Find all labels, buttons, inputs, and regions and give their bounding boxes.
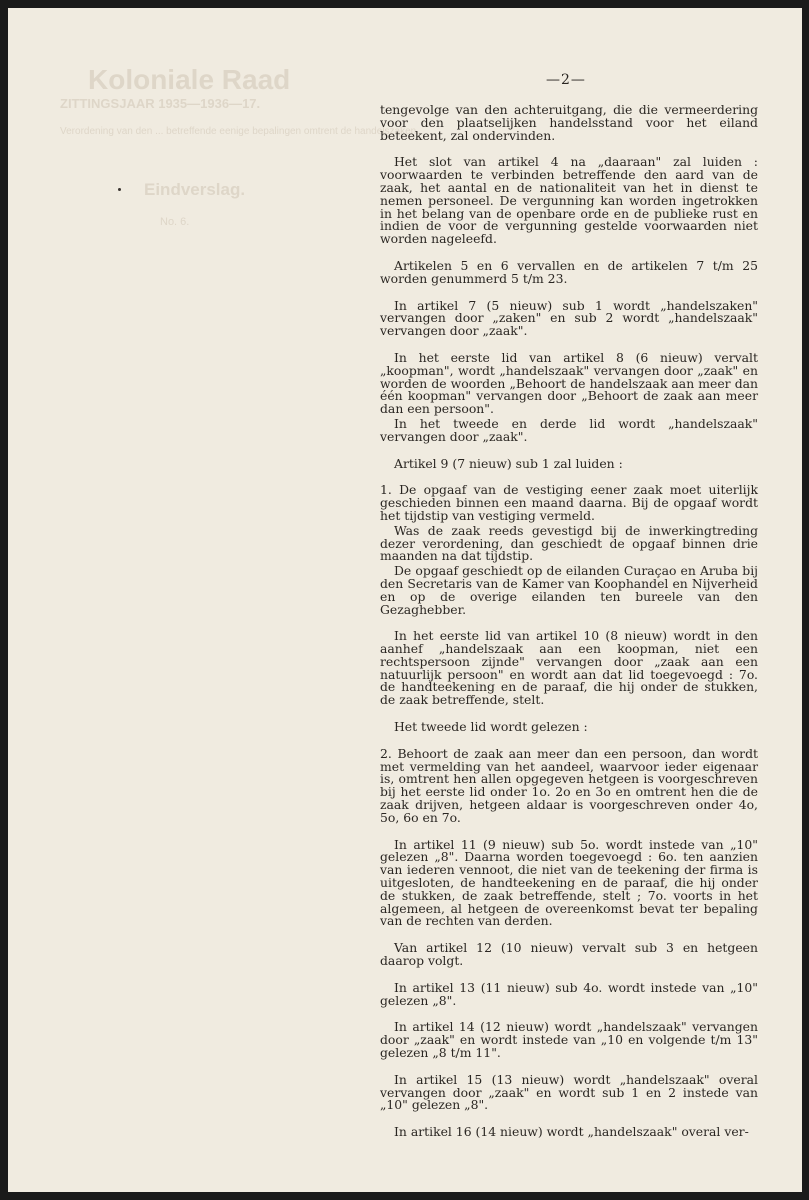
show-through-session: ZITTINGSJAAR 1935—1936—17. [60,96,261,111]
paragraph: Het slot van artikel 4 na „daaraan" zal luiden : voorwaarden te verbinden betreffende den aard van de zaak, het aantal en de nationaliteit van het in dienst te nemen personeel. De vergunning kan worden ingetrokken in het belang van de openbare orde en de publieke rust en indien de voor de vergunning gestelde voorwaarden niet worden nageleefd. [380,154,758,247]
paragraph: In artikel 16 (14 nieuw) wordt „handelszaak" overal ver- [394,1124,749,1140]
document-page [8,8,802,1192]
paragraph: In artikel 15 (13 nieuw) wordt „handelszaak" overal vervangen door „zaak" en wordt sub 1 en 2 instede van „10" gelezen „8". [380,1071,758,1113]
paragraph: tengevolge van den achteruitgang, die die vermeerdering voor den plaatselijken handelsstand voor het eiland beteekent, zal ondervinden. [380,102,758,143]
paragraph: Het tweede lid wordt gelezen : [394,719,588,735]
paragraph: 2. Behoort de zaak aan meer dan een persoon, dan wordt met vermelding van het aandeel, waarvoor ieder eigenaar is, omtrent hen allen opgegeven hetgeen is voorgeschreven bij het eerste lid onder 1o. 2o en 3o en omtrent hen die de zaak drijven, hetgeen aldaar is voorgeschreven onder 4o, 5o, 6o en 7o. [380,745,758,825]
body-text [380,104,758,1153]
paragraph: In het tweede en derde lid wordt „handelszaak" vervangen door „zaak". [380,415,758,444]
show-through-subject: Verordening van den ... betreffende eenige bepalingen omtrent de handelszaken. [60,126,419,137]
paragraph: In artikel 13 (11 nieuw) sub 4o. wordt instede van „10" gelezen „8". [380,979,758,1008]
paragraph: Van artikel 12 (10 nieuw) vervalt sub 3 en hetgeen daarop volgt. [380,940,758,969]
paragraph: In artikel 14 (12 nieuw) wordt „handelszaak" vervangen door „zaak" en wordt instede van „10 en volgende t/m 13" gelezen „8 t/m 11". [380,1019,758,1061]
show-through-number: No. 6. [160,216,190,228]
paragraph: Was de zaak reeds gevestigd bij de inwerkingtreding dezer verordening, dan geschiedt de opgaaf binnen drie maanden na dat tijdstip. [380,522,758,564]
show-through-title: Koloniale Raad [88,64,291,95]
show-through-report: Eindverslag. [144,180,246,199]
paragraph: In het eerste lid van artikel 8 (6 nieuw) vervalt „koopman", wordt „handelszaak" vervangen door „zaak" en worden de woorden „Behoort de handelszaak aan meer dan één koopman" vervangen door „Behoort de zaak aan meer dan een persoon". [380,349,758,417]
paragraph: In artikel 7 (5 nieuw) sub 1 wordt „handelszaken" vervangen door „zaken" en sub 2 wordt „handelszaak" vervangen door „zaak". [380,297,758,339]
paragraph: Artikel 9 (7 nieuw) sub 1 zal luiden : [394,455,623,471]
paragraph: Artikelen 5 en 6 vervallen en de artikelen 7 t/m 25 worden genummerd 5 t/m 23. [380,257,758,286]
ink-dot-mark [118,188,121,191]
page-number: —2— [546,72,586,88]
paragraph: In artikel 11 (9 nieuw) sub 5o. wordt instede van „10" gelezen „8". Daarna worden toegevoegd : 6o. ten aanzien van iederen vennoot, die niet van de teekening der firma is uitgesloten, de handteekening en de paraaf, die hij onder de stukken, de zaak betreffende, stelt ; 7o. voorts in het algemeen, al hetgeen de overeenkomst bevat ter bepaling van de rechten van derden. [380,836,758,929]
paragraph: De opgaaf geschiedt op de eilanden Curaçao en Aruba bij den Secretaris van de Kamer van Koophandel en Nijverheid en op de overige eilanden ten bureele van den Gezaghebber. [380,563,758,617]
paragraph: In het eerste lid van artikel 10 (8 nieuw) wordt in den aanhef „handelszaak aan een koopman, niet een rechtspersoon zijnde" vervangen door „zaak aan een natuurlijk persoon" en wordt aan dat lid toegevoegd : 7o. de handteekening en de paraaf, die hij onder de stukken, de zaak betreffende, stelt. [380,628,758,708]
paragraph: 1. De opgaaf van de vestiging eener zaak moet uiterlijk geschieden binnen een maand daarna. Bij de opgaaf wordt het tijdstip van vestiging vermeld. [380,482,758,523]
